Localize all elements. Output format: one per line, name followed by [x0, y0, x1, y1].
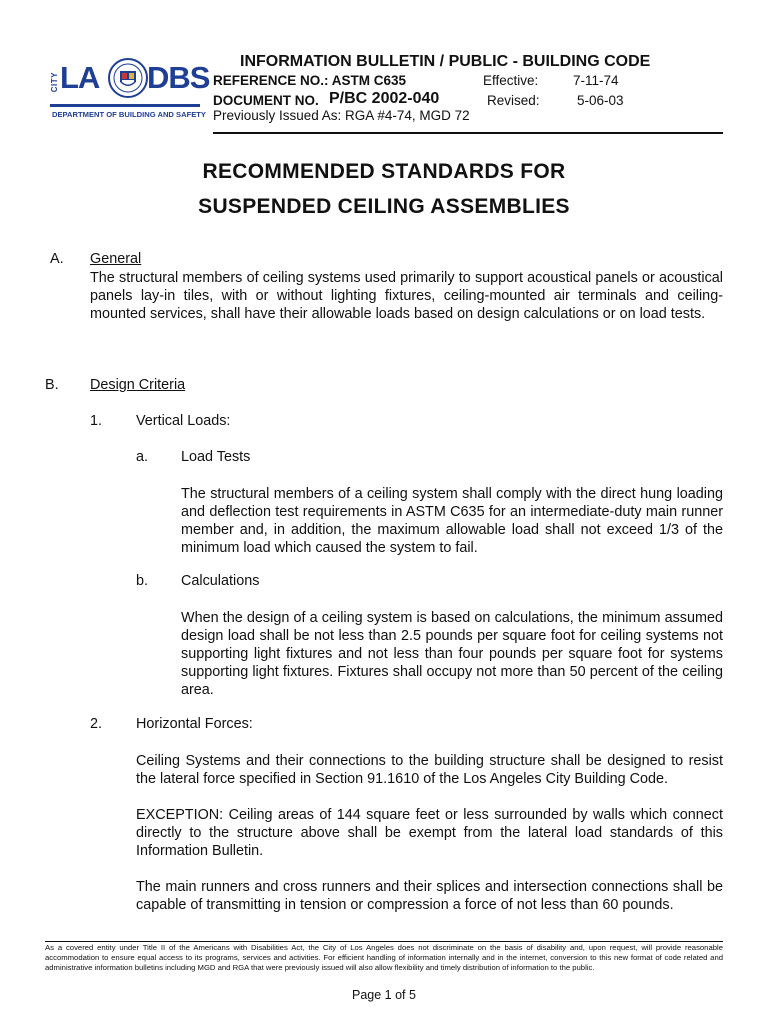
item-2-marker: 2. [90, 716, 103, 732]
city-seal-icon [108, 58, 148, 98]
previously-issued: Previously Issued As: RGA #4-74, MGD 72 [213, 108, 470, 123]
item-2-paragraph-3: The main runners and cross runners and their splices and intersection connections shall be capable of transmitting in tension or compression a force of not less than 60 pounds. [136, 879, 723, 913]
item-1-marker: 1. [90, 413, 103, 429]
logo-la-text: LA [60, 60, 100, 95]
section-b-heading: Design Criteria [90, 377, 186, 393]
item-1b-body: When the design of a ceiling system is based on calculations, the minimum assumed design load shall be not less than 2.5 pounds per square foot for ceiling systems not supporting light fixtures and not less than four pounds per square foot for systems supporting light fixtures. Fixtures shall occupy not more than 50 percent of the ceiling area. [181, 610, 723, 698]
item-1-heading: Vertical Loads: [136, 413, 231, 429]
effective-date: 7-11-74 [573, 73, 619, 88]
item-2-exception: EXCEPTION: Ceiling areas of 144 square feet or less surrounded by walls which connect directly to the structure above shall be exempt from the lateral load standards of this Information Bulletin. [136, 807, 723, 859]
document-number-label: DOCUMENT NO. [213, 93, 319, 108]
logo-dbs-text: DBS [147, 60, 210, 95]
item-2-paragraph-1: Ceiling Systems and their connections to the building structure shall be designed to resist the lateral force specified in Section 91.1610 of the Los Angeles City Building Code. [136, 753, 723, 787]
item-1a-heading: Load Tests [181, 449, 251, 465]
section-a-marker: A. [50, 251, 64, 267]
item-2-heading: Horizontal Forces: [136, 716, 253, 732]
reference-number: REFERENCE NO.: ASTM C635 [213, 73, 407, 88]
footer-divider [45, 941, 723, 942]
document-title-line1: RECOMMENDED STANDARDS FOR [202, 160, 566, 183]
section-a-heading: General [90, 251, 142, 267]
item-1a-body: The structural members of a ceiling system shall comply with the direct hung loading and deflection test requirements in ASTM C635 for an intermediate-duty main runner member and, in addition, the maximum allowable load shall not exceed 1/3 of the minimum load which caused the system to fail. [181, 486, 723, 556]
page-number: Page 1 of 5 [352, 988, 416, 1002]
bulletin-header-title: INFORMATION BULLETIN / PUBLIC - BUILDING CODE [240, 53, 651, 70]
ada-footnote: As a covered entity under Title II of the Americans with Disabilities Act, the City of Los Angeles does not discriminate on the basis of disability and, upon request, will provide reasonable accommodation to ensure equal access to its programs, services and activities. For efficient handling of information internally and in the internet, conversion to this new format of code related and administrative information bulletins including MGD and RGA that were previously issued will also allow flexibility and timely distribution of information to the public. [45, 943, 723, 972]
revised-label: Revised: [487, 93, 540, 108]
header-divider [213, 132, 723, 134]
item-1a-marker: a. [136, 449, 149, 465]
logo-department: DEPARTMENT OF BUILDING AND SAFETY [52, 110, 206, 119]
logo-rule [50, 104, 200, 107]
section-b-marker: B. [45, 377, 59, 393]
effective-label: Effective: [483, 73, 539, 88]
document-title-line2: SUSPENDED CEILING ASSEMBLIES [198, 195, 570, 218]
revised-date: 5-06-03 [577, 93, 624, 108]
document-number: P/BC 2002-040 [329, 90, 440, 107]
ladbs-logo [50, 58, 210, 122]
item-1b-heading: Calculations [181, 573, 260, 589]
section-a-body: The structural members of ceiling systems used primarily to support acoustical panels or acoustical panels lay-in tiles, with or without lighting fixtures, ceiling-mounted air terminals and ceiling-mounted services, shall have their allowable loads based on design calculations or on load tests. [90, 270, 723, 322]
logo-city-text: CITY [50, 72, 59, 93]
item-1b-marker: b. [136, 573, 149, 589]
